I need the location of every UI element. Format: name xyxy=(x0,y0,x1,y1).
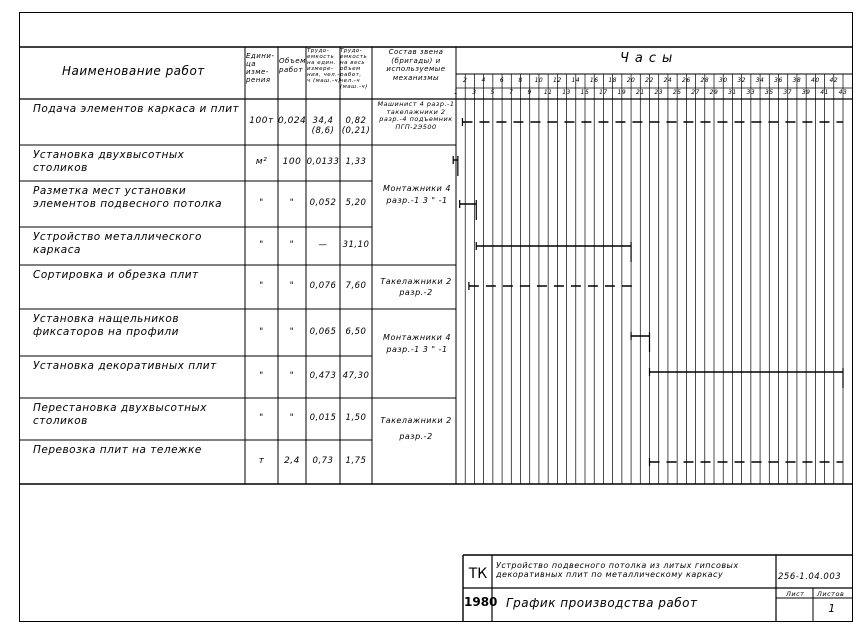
row-volume: " xyxy=(289,413,295,423)
stamp-title: Устройство подвесного потолка из литых гипсовых декоративных плит по металлическому каркасу xyxy=(496,561,739,579)
crew-2: Монтажники 4 разр.-1 3 " -1 xyxy=(383,184,451,205)
hour-tick-label: 9 xyxy=(527,89,532,96)
stamp-sheets-label: Листов xyxy=(817,590,845,598)
row-unit: " xyxy=(259,326,264,337)
row-work-name: Установка двухвысотных столиков xyxy=(33,149,185,174)
hour-tick-label: 32 xyxy=(737,77,746,84)
row-norm: 0,052 xyxy=(309,198,337,208)
row-volume: 100 xyxy=(282,157,302,167)
header-unit: Едини- ца изме- рения xyxy=(246,52,275,84)
hour-tick-label: 11 xyxy=(543,89,553,96)
header-hours: Часы xyxy=(620,51,679,66)
row-work-name: Устройство металлического каркаса xyxy=(33,231,202,256)
hour-tick-label: 6 xyxy=(499,77,505,84)
hour-tick-label: 39 xyxy=(801,89,811,96)
header-volume: Объем работ xyxy=(279,57,306,74)
hour-tick-label: 10 xyxy=(534,77,544,84)
row-unit: " xyxy=(259,240,264,250)
hour-tick-label: 5 xyxy=(490,89,495,96)
row-unit: " xyxy=(259,371,264,381)
hour-tick-label: 3 xyxy=(472,89,477,96)
stamp-sheet-label: Лист xyxy=(786,590,805,598)
hour-tick-label: 25 xyxy=(672,89,682,96)
row-total: 47,30 xyxy=(342,371,370,381)
hour-tick-label: 20 xyxy=(626,77,636,84)
crew-5: Такелажники 2 разр.-2 xyxy=(380,416,452,441)
hour-tick-label: 31 xyxy=(728,89,737,96)
hour-tick-label: 13 xyxy=(562,89,571,96)
stamp-subtitle: График производства работ xyxy=(506,596,698,610)
hour-tick-label: 40 xyxy=(811,77,820,84)
row-unit: м² xyxy=(255,157,268,167)
row-volume: 2,4 xyxy=(284,456,300,466)
row-norm: 0,065 xyxy=(309,326,337,337)
hour-tick-label: 37 xyxy=(783,89,793,96)
hour-tick-label: 26 xyxy=(682,77,691,84)
stamp-year: 1980 xyxy=(464,595,498,609)
row-work-name: Установка декоративных плит xyxy=(33,360,217,372)
hour-tick-label: 36 xyxy=(774,77,783,84)
stamp-code: 256-1.04.003 xyxy=(778,572,842,582)
hour-tick-label: 8 xyxy=(518,77,523,84)
header-crew: Состав звена (бригады) и используемые механизмы xyxy=(386,48,446,82)
hour-tick-label: 2 xyxy=(463,77,468,84)
hour-tick-label: 17 xyxy=(599,89,608,96)
hour-tick-label: 22 xyxy=(645,77,654,84)
hour-tick-label: 42 xyxy=(829,77,839,84)
hour-tick-label: 30 xyxy=(718,77,728,84)
hour-tick-label: 1 xyxy=(453,89,459,96)
row-norm: 0,473 xyxy=(309,371,337,381)
hour-tick-label: 35 xyxy=(764,89,774,96)
row-norm: 0,076 xyxy=(309,281,337,291)
hour-tick-label: 16 xyxy=(589,77,599,84)
row-total: 1,75 xyxy=(345,456,367,466)
hour-tick-label: 14 xyxy=(571,77,581,84)
crew-4: Монтажники 4 разр.-1 3 " -1 xyxy=(383,333,451,354)
row-volume: " xyxy=(289,198,295,208)
row-unit: " xyxy=(259,198,264,208)
row-norm: 0,015 xyxy=(309,413,337,423)
row-total: 31,10 xyxy=(342,240,370,250)
row-work-name: Сортировка и обрезка плит xyxy=(33,269,199,281)
row-total: 5,20 xyxy=(345,198,367,208)
row-volume: " xyxy=(289,371,295,381)
header-labor-total: Трудо- емкость на весь объем работ, чел.-ч (маш.-ч) xyxy=(340,48,368,90)
row-unit: " xyxy=(259,281,264,291)
row-norm: 0,73 xyxy=(312,456,334,466)
row-work-name: Установка нащельников фиксаторов на профили xyxy=(33,313,180,338)
row-work-name: Разметка мест установки элементов подвесного потолка xyxy=(33,185,223,210)
hour-tick-label: 7 xyxy=(509,89,514,96)
hour-tick-label: 27 xyxy=(691,89,700,96)
row-volume: 0,024 xyxy=(278,116,307,126)
crew-1: Машинист 4 разр.-1 такелажники 2 разр.-4 подъемник ПГП-2Э500 xyxy=(377,100,455,131)
row-total: 6,50 xyxy=(345,326,367,337)
row-work-name: Перестановка двухвысотных столиков xyxy=(33,402,207,427)
row-work-name: Перевозка плит на тележке xyxy=(33,444,202,456)
row-total: 1,50 xyxy=(345,413,367,423)
row-norm: 0,0133 xyxy=(306,157,340,167)
hour-tick-label: 38 xyxy=(792,77,802,84)
stamp-tk: ТК xyxy=(468,566,488,582)
hour-tick-label: 24 xyxy=(663,77,673,84)
row-unit: т xyxy=(258,456,265,466)
hour-tick-label: 4 xyxy=(481,77,486,84)
row-norm: — xyxy=(318,240,328,250)
row-total: 0,82 (0,21) xyxy=(341,116,371,136)
header-work-name: Наименование работ xyxy=(62,64,205,78)
row-total: 7,60 xyxy=(345,281,367,291)
hour-tick-label: 18 xyxy=(608,77,617,84)
row-total: 1,33 xyxy=(345,157,367,167)
hour-tick-label: 21 xyxy=(635,89,645,96)
row-volume: " xyxy=(289,281,295,291)
crew-3: Такелажники 2 разр.-2 xyxy=(380,277,452,297)
row-volume: " xyxy=(289,240,295,250)
hour-tick-label: 41 xyxy=(820,89,829,96)
hour-tick-label: 33 xyxy=(746,89,756,96)
hour-tick-label: 29 xyxy=(709,89,719,96)
hour-tick-label: 28 xyxy=(700,77,710,84)
row-unit: " xyxy=(259,413,264,423)
hour-tick-label: 19 xyxy=(617,89,627,96)
row-norm: 34,4 (8,6) xyxy=(311,116,335,136)
hour-tick-label: 23 xyxy=(654,89,664,96)
hour-tick-label: 12 xyxy=(553,77,562,84)
row-unit: 100т xyxy=(249,116,274,126)
hour-tick-label: 34 xyxy=(755,77,765,84)
hour-tick-label: 15 xyxy=(580,89,590,96)
row-work-name: Подача элементов каркаса и плит xyxy=(33,103,240,115)
row-volume: " xyxy=(289,326,295,337)
hour-tick-label: 43 xyxy=(838,89,848,96)
header-labor-norm: Трудо- емкость на един. измере- ния, чел.-ч (маш.-ч) xyxy=(307,48,341,84)
stamp-sheet-number: 1 xyxy=(828,602,836,615)
